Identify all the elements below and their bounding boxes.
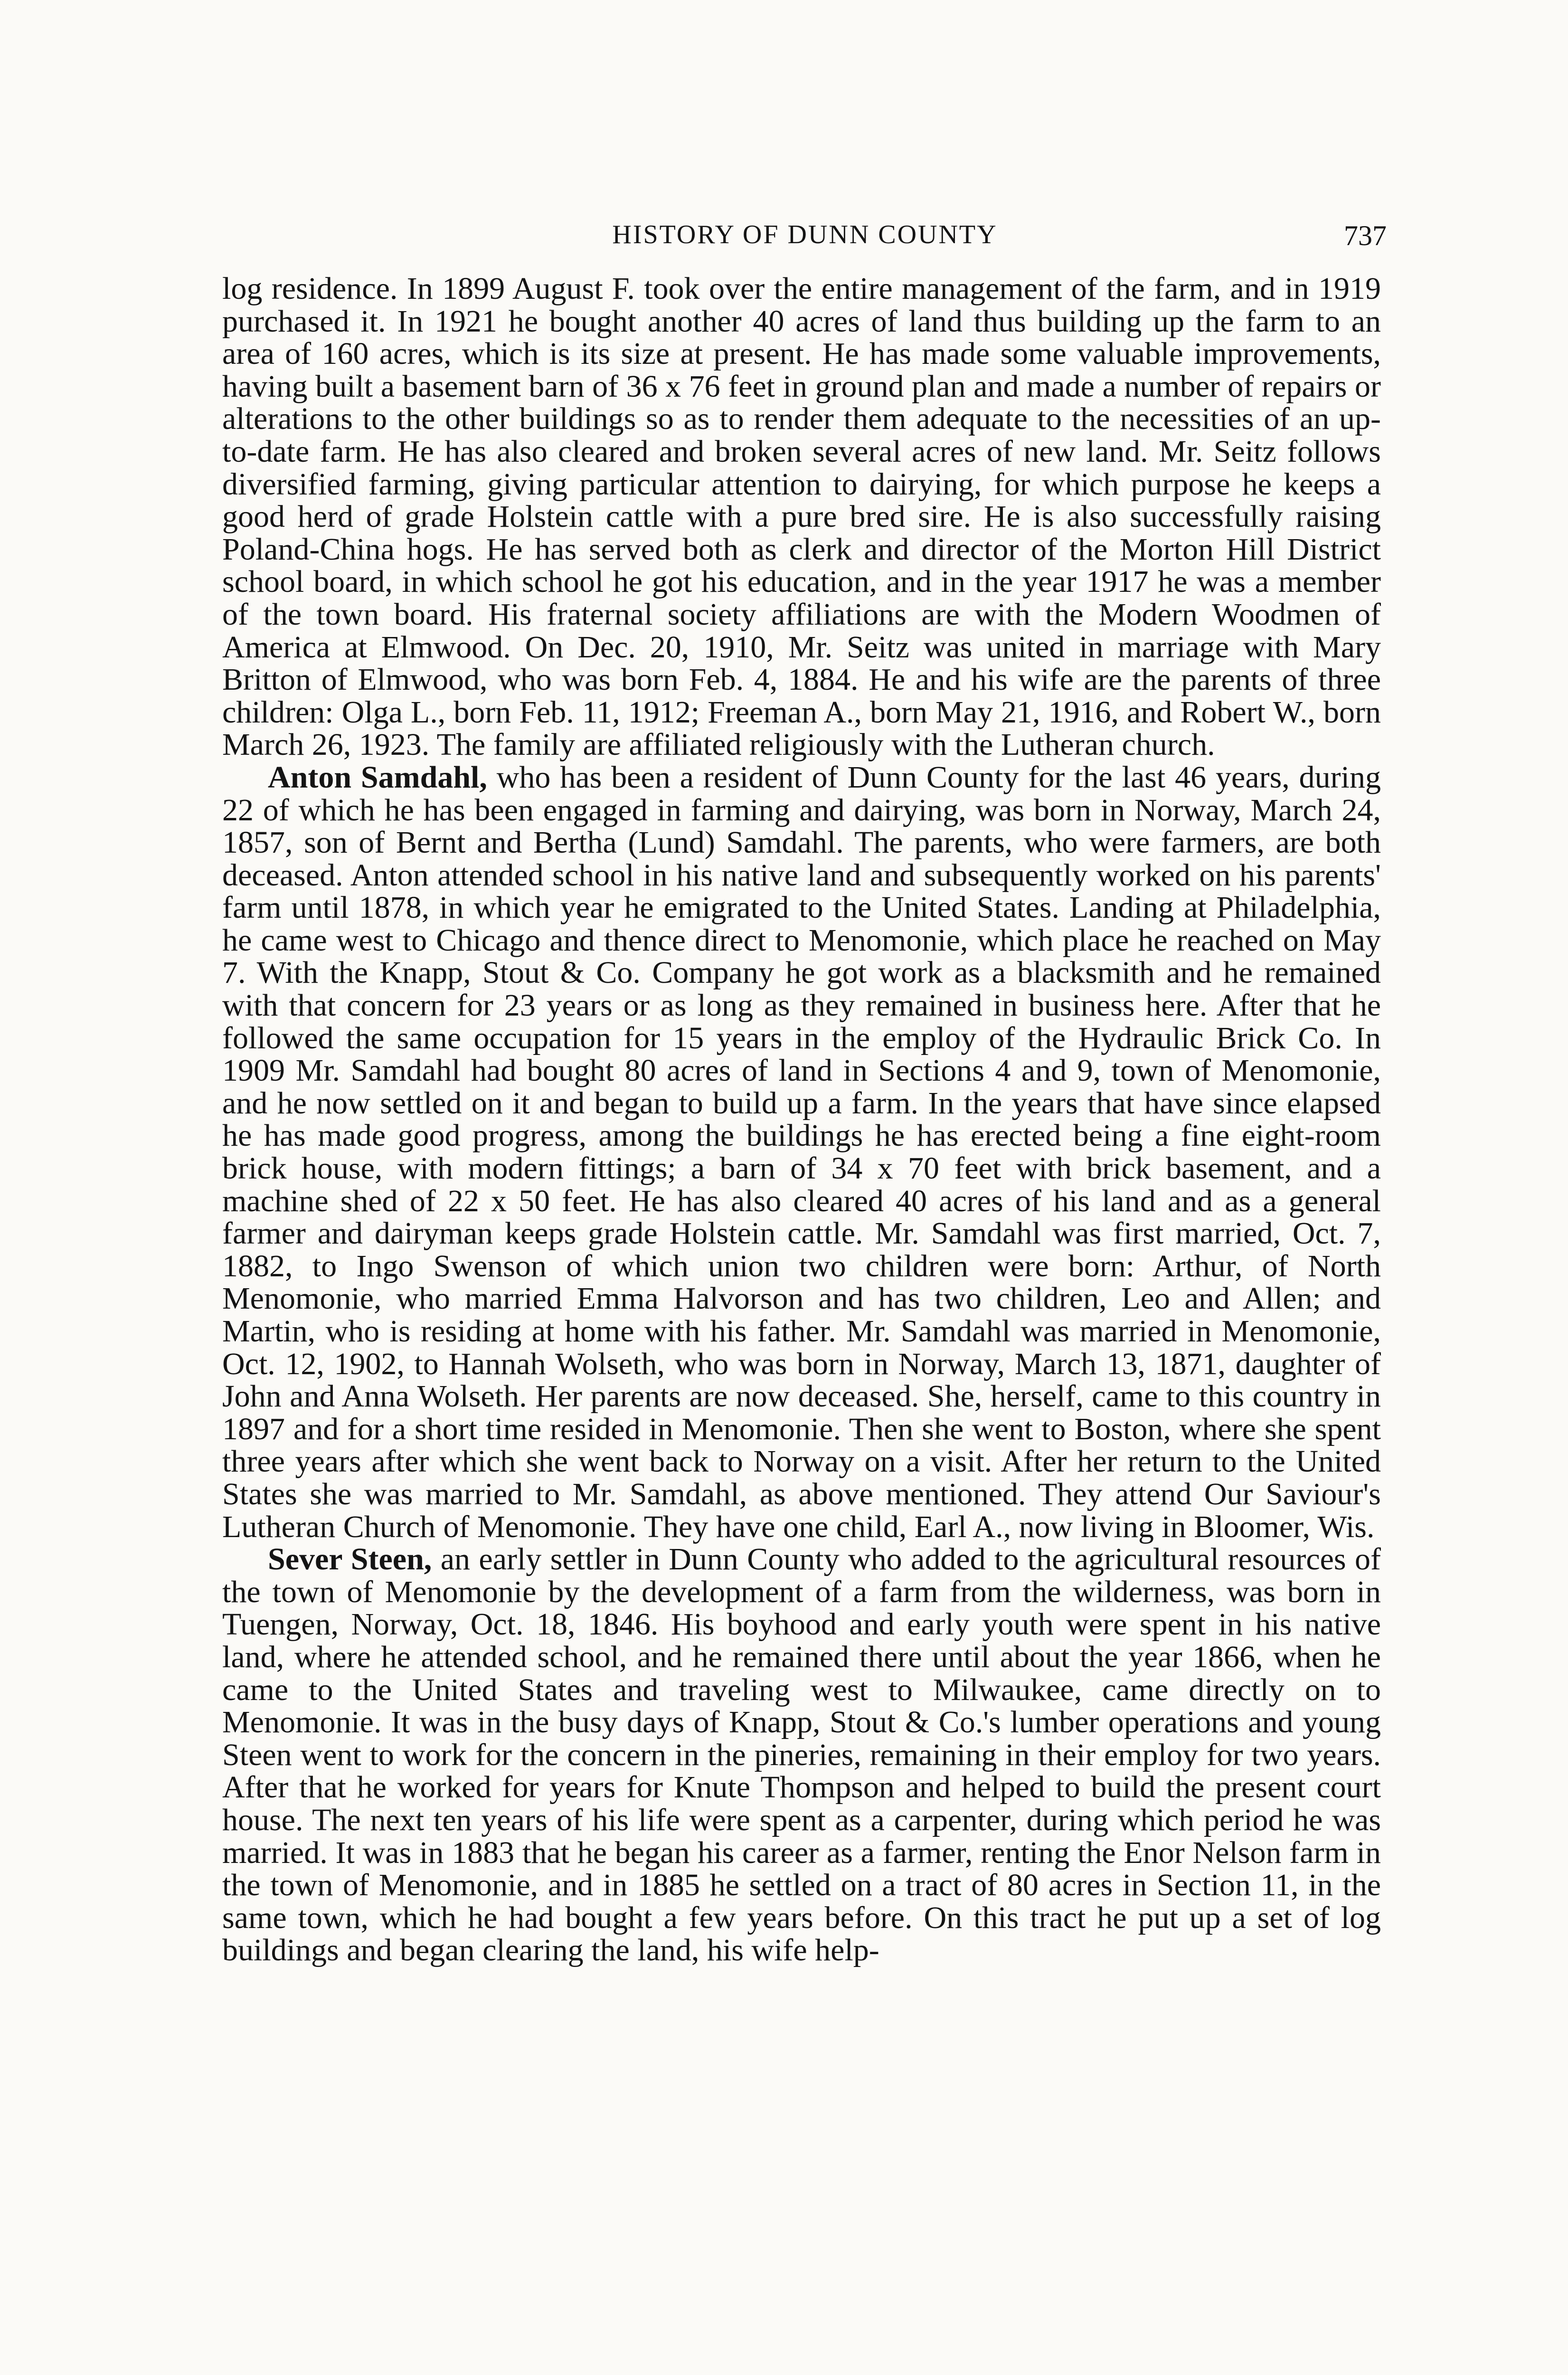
paragraph-text: who has been a resident of Dunn County for the last 46 years, during 22 of which he has been engaged in farming and dairying, was born in Norway, March 24, 1857, son of Bernt and Bertha (Lund) Samdahl. The parents, who were farmers, are both deceased. Anton attended school in his native land and subsequently worked on his parents' farm until 1878, in which year he emigrated to the United States. Landing at Philadelphia, he came west to Chicago and thence direct to Menomonie, which place he reached on May 7. With the Knapp, Stout & Co. Company he got work as a blacksmith and he remained with that concern for 23 years or as long as they remained in business here. After that he followed the same occupation for 15 years in the employ of the Hydraulic Brick Co. In 1909 Mr. Samdahl had bought 80 acres of land in Sections 4 and 9, town of Menomonie, and he now settled on it and began to build up a farm. In the years that have since elapsed he has made good progress, among the buildings he has erected being a fine eight-room brick house, with modern fittings; a barn of 34 x 70 feet with brick basement, and a machine shed of 22 x 50 feet. He has also cleared 40 acres of his land and as a general farmer and dairyman keeps grade Holstein cattle. Mr. Samdahl was first married, Oct. 7, 1882, to Ingo Swenson of which union two children were born: Arthur, of North Menomonie, who married Emma Halvorson and has two children, Leo and Allen; and Martin, who is residing at home with his father. Mr. Samdahl was married in Menomonie, Oct. 12, 1902, to Hannah Wolseth, who was born in Norway, March 13, 1871, daughter of John and Anna Wolseth. Her parents are now deceased. She, herself, came to this country in 1897 and for a short time resided in Menomonie. Then she went to Boston, where she spent three years after which she went back to Norway on a visit. After her return to the United States she was married to Mr. Samdahl, as above mentioned. They attend Our Saviour's Lutheran Church of Menomonie. They have one child, Earl A., now living in Bloomer, Wis. (222, 760, 1381, 1544)
page-number: 737 (1344, 220, 1387, 251)
running-title: HISTORY OF DUNN COUNTY (612, 220, 998, 249)
page-header (223, 219, 1387, 262)
paragraph-seitz-continued (222, 273, 1381, 761)
paragraph-text: an early settler in Dunn County who added to the agricultural resources of the town of Menomonie by the development of a farm from the wilderness, was born in Tuengen, Norway, Oct. 18, 1846. His boyhood and early youth were spent in his native land, where he attended school, and he remained there until about the year 1866, when he came to the United States and traveling west to Milwaukee, came directly on to Menomonie. It was in the busy days of Knapp, Stout & Co.'s lumber operations and young Steen went to work for the concern in the pineries, remaining in their employ for two years. After that he worked for years for Knute Thompson and helped to build the present court house. The next ten years of his life were spent as a carpenter, during which period he was married. It was in 1883 that he began his career as a farmer, renting the Enor Nelson farm in the town of Menomonie, and in 1885 he settled on a tract of 80 acres in Section 11, in the same town, which he had bought a few years before. On this tract he put up a set of log buildings and began clearing the land, his wife help- (222, 1542, 1381, 1968)
biography-name: Anton Samdahl, (268, 760, 487, 795)
paragraph-anton-samdahl (222, 761, 1381, 1543)
body-text (222, 273, 1381, 1967)
biography-name: Sever Steen, (268, 1542, 432, 1577)
paragraph-text: log residence. In 1899 August F. took over the entire management of the farm, and in 1919 purchased it. In 1921 he bought another 40 acres of land thus building up the farm to an area of 160 acres, which is its size at present. He has made some valuable improvements, having built a basement barn of 36 x 76 feet in ground plan and made a number of repairs or alterations to the other buildings so as to render them adequate to the necessities of an up-to-date farm. He has also cleared and broken several acres of new land. Mr. Seitz follows diversified farming, giving particular attention to dairying, for which purpose he keeps a good herd of grade Holstein cattle with a pure bred sire. He is also successfully raising Poland-China hogs. He has served both as clerk and director of the Morton Hill District school board, in which school he got his education, and in the year 1917 he was a member of the town board. His fraternal society affiliations are with the Modern Woodmen of America at Elmwood. On Dec. 20, 1910, Mr. Seitz was united in marriage with Mary Britton of Elmwood, who was born Feb. 4, 1884. He and his wife are the parents of three children: Olga L., born Feb. 11, 1912; Freeman A., born May 21, 1916, and Robert W., born March 26, 1923. The family are affiliated religiously with the Lutheran church. (222, 271, 1381, 762)
paragraph-sever-steen (222, 1543, 1381, 1967)
